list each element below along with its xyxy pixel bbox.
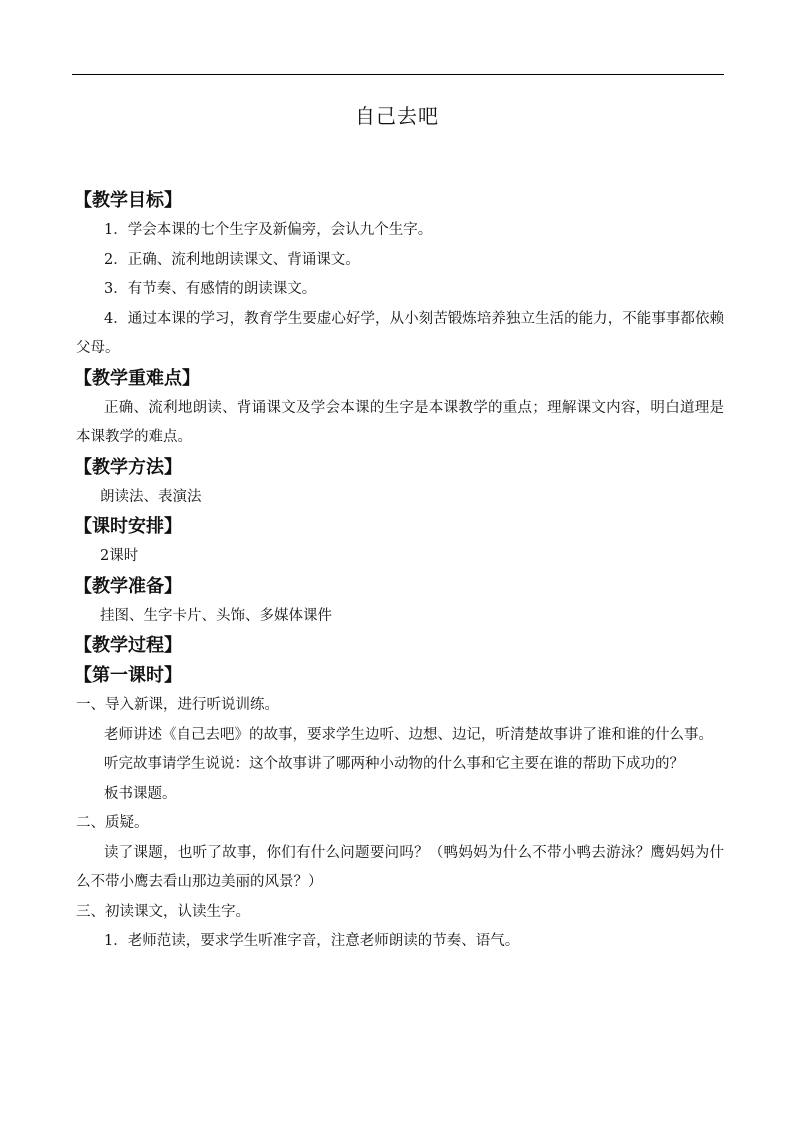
goal-item: 3．有节奏、有感情的朗读课文。 bbox=[104, 281, 317, 297]
preparation-heading: 【教学准备】 bbox=[74, 575, 182, 597]
document-title: 自己去吧 bbox=[355, 104, 439, 128]
step1-title: 一、导入新课，进行听说训练。 bbox=[76, 697, 279, 713]
step1-paragraph: 板书课题。 bbox=[104, 785, 177, 802]
schedule-text: 2课时 bbox=[100, 548, 139, 564]
schedule-heading: 【课时安排】 bbox=[74, 516, 182, 537]
key-points-text: 正确、流利地朗读、背诵课文及学会本课的生字是本课教学的重点；理解课文内容，明白道理是本课教学的难点。 bbox=[76, 399, 724, 445]
step3-paragraph: 1．老师范读，要求学生听准字音，注意老师朗读的节奏、语气。 bbox=[104, 933, 520, 949]
goal-item: 2．正确、流利地朗读课文、背诵课文。 bbox=[104, 251, 360, 268]
method-text: 朗读法、表演法 bbox=[100, 488, 202, 505]
key-points-heading: 【教学重难点】 bbox=[74, 367, 200, 389]
step3-title: 三、初读课文，认读生字。 bbox=[76, 903, 250, 920]
goals-heading: 【教学目标】 bbox=[74, 190, 182, 211]
step2-paragraph: 读了课题，也听了故事，你们有什么问题要问吗？（鸭妈妈为什么不带小鸭去游泳？鹰妈妈为什么不带小鹰去看山那边美丽的风景？） bbox=[76, 844, 724, 890]
process-heading: 【教学过程】 bbox=[74, 635, 182, 656]
lesson1-heading: 【第一课时】 bbox=[74, 665, 182, 686]
step2-title: 二、质疑。 bbox=[76, 815, 149, 831]
preparation-text: 挂图、生字卡片、头饰、多媒体课件 bbox=[100, 607, 332, 624]
goal-item: 1．学会本课的七个生字及新偏旁，会认九个生字。 bbox=[104, 222, 433, 238]
document-body bbox=[76, 186, 724, 957]
method-heading: 【教学方法】 bbox=[74, 456, 182, 478]
goal-item: 4．通过本课的学习，教育学生要虚心好学，从小刻苦锻炼培养独立生活的能力，不能事事都依赖父母。 bbox=[76, 310, 724, 356]
step1-paragraph: 听完故事请学生说说：这个故事讲了哪两种小动物的什么事和它主要在谁的帮助下成功的？ bbox=[104, 756, 684, 772]
step1-paragraph: 老师讲述《自己去吧》的故事，要求学生边听、边想、边记，听清楚故事讲了谁和谁的什么事。 bbox=[104, 726, 713, 743]
header-rule bbox=[72, 74, 724, 75]
